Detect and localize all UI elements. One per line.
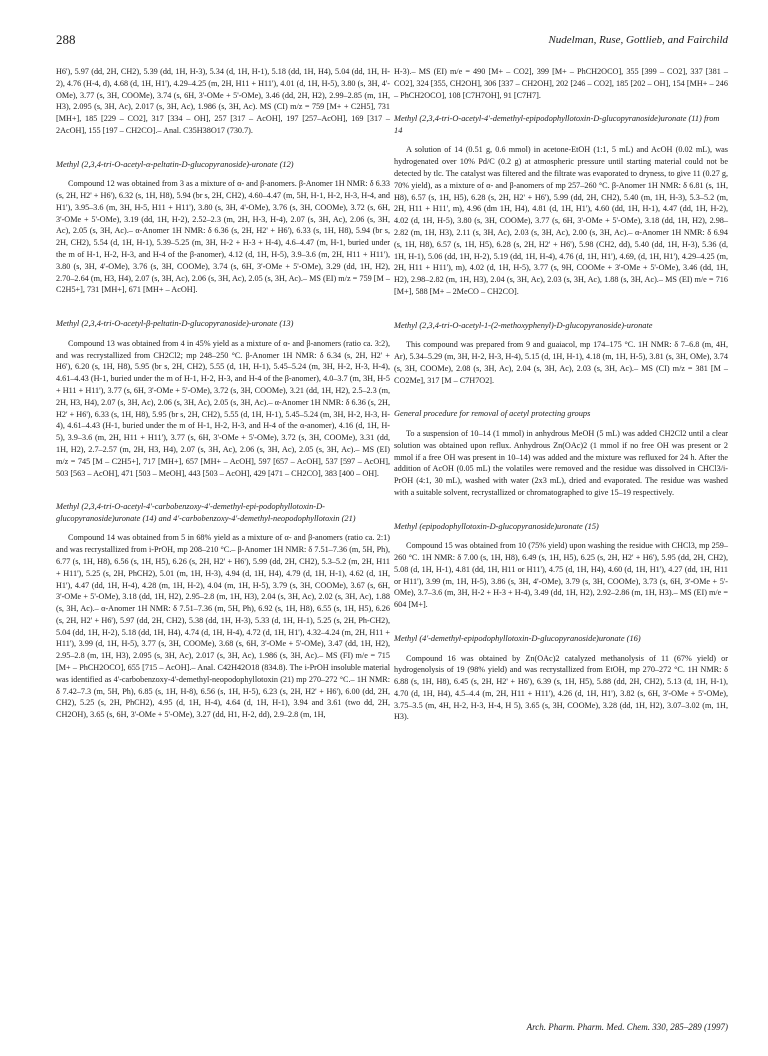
right-column: [394, 66, 728, 723]
page-number: 288: [56, 32, 76, 47]
paragraph: To a suspension of 10–14 (1 mmol) in anhydrous MeOH (5 mL) was added CH2Cl2 until a clear solution was obtained upon reflux. Anhydrous Zn(OAc)2 (1 mmol if no free OH was present or 2 mmol if a free OH was present in 10–14) was added and the mixture was refluxed for 24 h. After the addition of AcOH (0.05 mL) the volatiles were removed and the residue was dissolved in CHCl3/i-PrOH (4:1, 30 mL), washed with water (2x3 mL), dried and evaporated. The residue was washed with a suitable solvent, recrystallized or chromatographed to give 15–19 respectively.: [394, 428, 728, 497]
section-heading: Methyl (2,3,4-tri-O-acetyl-β-peltatin-D-glucopyranoside)-uronate (13): [56, 319, 294, 329]
paragraph: Compound 15 was obtained from 10 (75% yield) upon washing the residue with CHCl3, mp 259–260 °C. 1H NMR: δ 7.00 (s, 1H, H8), 6.49 (s, 1H, H5), 6.25 (s, 2H, H2' + H6'), 5.95 (dd, 2H, CH2), 5.08 (d, 1H, H-1), 4.81 (dd, 1H, H11 or H11'), 4.75 (d, 1H, H4), 4.60 (d, 1H, H1'), 4.27 (dd, 1H, H11 or H11'), 3.99 (m, 1H, H-5), 3.86 (s, 3H, 4'-OMe), 3.79 (s, 3H, COOMe), 3.73 (s, 6H, 3'-OMe + 5'-OMe), 3.7–3.6 (m, 3H, H-2 + H-3 + H-4), 3.49 (dd, 1H, H2), 2.92–2.86 (m, 1H, H3).– MS (EI) m/e = 604 [M+].: [394, 541, 728, 610]
left-column: [56, 66, 390, 721]
paragraph: A solution of 14 (0.51 g, 0.6 mmol) in acetone-EtOH (1:1, 5 mL) and AcOH (0.02 mL), was hydrogenated over 10% Pd/C (0.2 g) at atmospheric pressure until starting material could not be detected by tlc. The catalyst was filtered and the filtrate was evaporated to dryness, to give 11 (0.27 g, 70% yield), as a mixture of α- and β-anomers of mp 257–260 °C. β-Anomer 1H NMR: δ 6.81 (s, 1H, H8), 6.57 (s, 1H, H5), 6.28 (s, 2H, H2' + H6'), 5.99 (dd, 2H, CH2), 5.40 (m, 1H, H-3), 5.3–5.2 (m, 2H, H11 + H11', m), 4.96 (dm 1H, H4), 4.81 (d, 1H, H1'), 4.60 (dd, 1H, H-1), 4.47 (dd, 1H, H-2), 4.02 (d, 1H, H-5), 3.80 (s, 3H, COOMe), 3.77 (s, 6H, 3'-OMe + 5'-OMe), 3.18 (dd, 1H, H2), 2.98–2.82 (m, 1H, H3), 2.11 (s, 3H, Ac), 2.03 (s, 3H, Ac), 2.00 (s, 3H, Ac).– α-Anomer 1H NMR: δ 6.94 (s, 1H, H8), 6.57 (s, 1H, H5), 6.28 (s, 2H, H2' + H6'), 5.98 (CH2, dd), 5.40 (dd, 1H, H-3), 5.36 (d, 1H, H-1), 5.06 (dd, 1H, H-2), 5.19 (dd, 1H, H-4), 4.76 (d, 1H, H1'), 4.69, (d, 1H, H1'), 4.29–4.25 (m, 2H, H11 + H11'), m), 4.02 (d, 1H, H-5), 3.77 (s, 9H, COOMe + 3'-OMe + 5'-OMe), 3.46 (dd, 1H, H2), 2.98–2.82 (m, 1H, H3), 2.04 (s, 3H, Ac), 2.03 (s, 3H, Ac), 1.88 (s, 3H, Ac).– MS (EI) m/e = 716 [M+], 588 [M+ – 2MeCO – CH2CO].: [394, 145, 728, 296]
journal-citation: Arch. Pharm. Pharm. Med. Chem. 330, 285–289 (1997): [526, 1022, 728, 1032]
paragraph: Compound 13 was obtained from 4 in 45% yield as a mixture of α- and β-anomers (ratio ca. 3:2), and was recrystallized from CH2Cl2; mp 248–250 °C. β-Anomer 1H NMR: δ 6.34 (s, 2H, H2' + H6'), 6.20 (s, 1H, H8), 5.95 (br s, 2H, CH2), 5.55 (d, 1H, H-1), 5.45–5.24 (m, 3H, H-2, H-3, H-4), 4.61–4.43 (H-1, buried under the m of H-1, H-2, H-3, and H-4 of the β-anomer), 4.0–3.7 (m, 3H, H-5 + H11 + H11'), 3.77 (s, 6H, 3'-OMe + 5'-OMe), 3.72 (s, 3H, COOMe), 3.21 (dd, 1H, H2), 2.5–2.3 (m, 2H, H3, H4), 2.07 (s, 3H, Ac), 2.06 (s, 3H, Ac), 2.05 (s, 3H, Ac).– α-Anomer 1H NMR: δ 6.36 (s, 2H, H2' + H6'), 6.33 (s, 1H, H8), 5.95 (br s, 2H, CH2), 5.55 (d, 1H, H-1), 5.45–5.24 (m, 3H, H-2, H-3, H-4), 4.61–4.43 (H-1, buried under the m of H-1, H-2, H-3, and H-4 of the α-anomer), 4.16 (d, 1H, H-5), 3.9–3.6 (m, 2H, H11 + H11'), 3.77 (s, 6H, 3'-OMe + 5'-OMe), 3.72 (s, 3H, COOMe), 3.31 (dd, 1H, H2), 2.7–2.57 (m, 2H, H3, H4), 2.07 (s, 3H, Ac), 2.06 (s, 3H, Ac), 2.05 (s, 3H, Ac).– MS (EI) m/z = 745 [M – C2H5+], 717 [MH+], 657 [MH+ – AcOH], 597 [657 – AcOH], 537 [597 – AcOH], 503 [563 – AcOH], 471 [503 – MeOH], 443 [503 – AcOH], 429 [471 – CH2CO], 383 [400 – OH].: [56, 338, 390, 478]
section-heading: General procedure for removal of acetyl protecting groups: [394, 409, 591, 419]
section-heading: Methyl (2,3,4-tri-O-acetyl-4'-demethyl-epipodophyllotoxin-D-glucopyranoside)uronate (11) from 14: [394, 114, 720, 135]
section-heading: Methyl (2,3,4-tri-O-acetyl-α-peltatin-D-glucopyranoside)-uronate (12): [56, 159, 294, 169]
running-head: Nudelman, Ruse, Gottlieb, and Fairchild: [548, 34, 728, 46]
paragraph: Compound 14 was obtained from 5 in 68% yield as a mixture of α- and β-anomers (ratio ca. 2:1) and was recrystallized from i-PrOH, mp 208–210 °C.– β-Anomer 1H NMR: δ 7.51–7.36 (m, 5H, Ph), 6.77 (s, 1H, H8), 6.56 (s, 1H, H5), 6.26 (s, 2H, H2' + H6'), 5.99 (dd, 2H, CH2), 5.3–5.2 (m, 2H, H11 + H11'), 5.25 (s, 2H, PhCH2), 5.01 (m, 1H, H-3), 4.94 (d, 1H, H4), 4.79 (d, 1H, H-1), 4.62 (d, 1H, H1'), 4.47 (dd, 1H, H-4), 4.28 (m, 1H, H-2), 4.04 (m, 1H, H-5), 3.79 (s, 3H, COOMe), 3.67 (s, 6H, 3'-OMe + 5'-OMe), 3.18 (dd, 1H, H2), 2.95–2.8 (m, 1H, H3), 2.04 (s, 3H, Ac), 2.02 (s, 3H, Ac), 1.88 (s, 3H, Ac).– α-Anomer 1H NMR: δ 7.51–7.36 (m, 5H, Ph), 6.92 (s, 1H, H8), 6.55 (s, 1H, H5), 6.26 (s, 2H, H2' + H6'), 5.97 (dd, 2H, CH2), 5.38 (dd, 1H, H-3), 5.33 (d, 1H, H-1), 5.25 (s, 2H, Ph-CH2), 5.04 (dd, 1H, H-2), 5.18 (dd, 1H, H4), 4.74 (d, 1H, H-4), 4.72 (d, 1H, H1'), 4.32–4.24 (m, 2H, H11 + H11'), 3.99 (d, 1H, H-5), 3.77 (s, 3H, COOMe), 3.68 (s, 6H, 3'-OMe + 5'-OMe), 3.47 (dd, 1H, H2), 2.95–2.8 (m, 1H, H3), 2.095 (s, 3H, Ac), 2.017 (s, 3H, Ac), 1.986 (s, 3H, Ac).– MS (FI) m/e = 715 [M+ – PhCH2OCO], 655 [715 – AcOH].– Anal. C42H42O18 (834.8). The i-PrOH insoluble material was identified as 4'-carbobenzoxy-4'-demethyl-neopodophyllotoxin (21) mp 270–272 °C.– 1H NMR: δ 7.42–7.3 (m, 5H, Ph), 6.85 (s, 1H, H-8), 6.56 (s, 1H, H-5), 6.23 (s, 2H, H2' + H6'), 6.00 (dd, 2H, CH2), 5.25 (s, 2H, PhCH2), 4.95 (d, 1H, H-4), 4.64 (d, 1H, H-1), 3.94 and 3.61 (two dd, 2H, CH2OH), 3.65 (s, 6H, 3'-OMe + 5'-OMe), 3.27 (dd, H1, H-2, dd), 2.9–2.8 (m, 1H,: [56, 533, 390, 720]
section-heading: Methyl (2,3,4-tri-O-acetyl-4'-carbobenzoxy-4'-demethyl-epi-podophyllotoxin-D-glucopyranoside)uronate (14) and 4'-carbobenzoxy-4'-demethyl-neopodophyllotoxin (21): [56, 502, 356, 523]
paragraph: This compound was prepared from 9 and guaiacol, mp 174–175 °C. 1H NMR: δ 7–6.8 (m, 4H, Ar), 5.34–5.29 (m, 3H, H-2, H-3, H-4), 5.15 (d, 1H, H-1), 4.18 (m, 1H, H-5), 3.81 (s, 3H, OMe), 3.74 (s, 3H, COOMe), 2.08 (s, 3H, Ac), 2.04 (s, 3H, Ac), 2.03 (s, 3H, Ac).– MS (CI) m/z = 381 [M – CO2Me], 317 [M – C7H7O2].: [394, 340, 728, 385]
section-heading: Methyl (4'-demethyl-epipodophyllotoxin-D-glucopyranoside)uronate (16): [394, 634, 641, 643]
paragraph: Compound 16 was obtained by Zn(OAc)2 catalyzed methanolysis of 11 (67% yield) or hydrogenolysis of 19 (98% yield) and was recrystallized from EtOH, mp 270–272 °C. 1H NMR: δ 6.88 (s, 1H, H8), 6.45 (s, 2H, H2' + H6'), 6.39 (s, 1H, H5), 5.88 (dd, 2H, CH2), 5.13 (d, 1H, H-1), 4.70 (d, 1H, H4), 4.5–4.4 (m, 2H, H11 + H11'), 4.26 (d, 1H, H1'), 3.82 (s, 6H, 3'-OMe + 5'-OMe), 3.75–3.5 (m, 4H, H-2, H-3, H-4, H 5), 3.65 (s, 3H, COOMe), 3.28 (dd, 1H, H2), 3.07–3.02 (m, 1H, H3).: [394, 653, 728, 722]
section-heading: Methyl (2,3,4-tri-O-acetyl-1-(2-methoxyphenyl)-D-glucopyranoside)-uronate: [394, 320, 653, 330]
paragraph: Compound 12 was obtained from 3 as a mixture of α- and β-anomers. β-Anomer 1H NMR: δ 6.33 (s, 2H, H2' + H6'), 6.32 (s, 1H, H8), 5.94 (br s, 2H, CH2), 4.60–4.47 (m, 5H, H-1, H-2, H-3, H-4, and H1'), 3.95–3.6 (m, 3H, H-5, H11 + H11'), 3.80 (s, 3H, 4'-OMe), 3.76 (s, 3H, COOMe), 3.72 (s, 6H, 3'-OMe + 5'-OMe), 3.19 (dd, 1H, H-2), 2.52–2.3 (m, 2H, H-3, H-4), 2.07 (s, 3H, Ac), 2.06 (s, 3H, Ac), 2.05 (s, 3H, Ac).– α-Anomer 1H NMR: δ 6.36 (s, 2H, H2' + H6'), 6.33 (s, 1H, H8), 5.94 (br s, 2H, CH2), 5.54 (d, 1H, H-1), 5.39–5.25 (m, 3H, H-2 + H-3 + H-4), 4.6–4.47 (m, H-1, buried under the m of H-1, H-2, H-3, and H-4 of the β-anomer), 4.12 (d, 1H, H-5), 3.9–3.6 (m, 2H, H11 + H11'), 3.80 (s, 3H, 4'-OMe), 3.76 (s, 3H, COOMe), 3.74 (s, 6H, 3'-OMe + 5'-OMe), 3.29 (dd, 1H, H2), 2.70–2.64 (m, H3, H4), 2.07 (s, 3H, Ac), 2.06 (s, 3H, Ac), 2.05 (s, 3H, Ac).– MS (EI) m/z = 759 [M – C2H5+], 731 [MH+], 671 [MH+ – AcOH].: [56, 179, 390, 295]
paragraph: H-3).– MS (EI) m/e = 490 [M+ – CO2], 399 [M+ – PhCH2OCO], 355 [399 – CO2], 337 [381 – CO2], 324 [355, CH2OH], 306 [337 – CH2OH], 202 [246 – CO2], 185 [202 – OH], 154 [MH+ – 246 – PhCH2OCO], 108 [C7H7OH], 91 [C7H7].: [394, 67, 728, 100]
paragraph: H6'), 5.97 (dd, 2H, CH2), 5.39 (dd, 1H, H-3), 5.34 (d, 1H, H-1), 5.18 (dd, 1H, H4), 5.04 (dd, 1H, H-2), 4.76 (H-4, d), 4.68 (d, 1H, H1'), 4.29–4.25 (m, 2H, H11 + H11'), 4.01 (d, 1H, H-5), 3.80 (s, 3H, 4'-OMe), 3.77 (s, 3H, COOMe), 3.74 (s, 6H, 3'-OMe + 5'-OMe), 3.46 (dd, 2H, H2), 2.99–2.85 (m, 1H, H3), 2.095 (s, 3H, Ac), 2.017 (s, 3H, Ac), 1.986 (s, 3H, Ac). MS (CI) m/z = 759 [M+ + C2H5], 731 [MH+], 185 [229 – CO2], 317 [334 – OH], 257 [317 – AcOH], 197 [257–AcOH], 169 [317 – 2AcOH], 155 [197 – CH2CO].– Anal. C35H38O17 (730.7).: [56, 67, 390, 135]
section-heading: Methyl (epipodophyllotoxin-D-glucopyranoside)uronate (15): [394, 521, 599, 531]
